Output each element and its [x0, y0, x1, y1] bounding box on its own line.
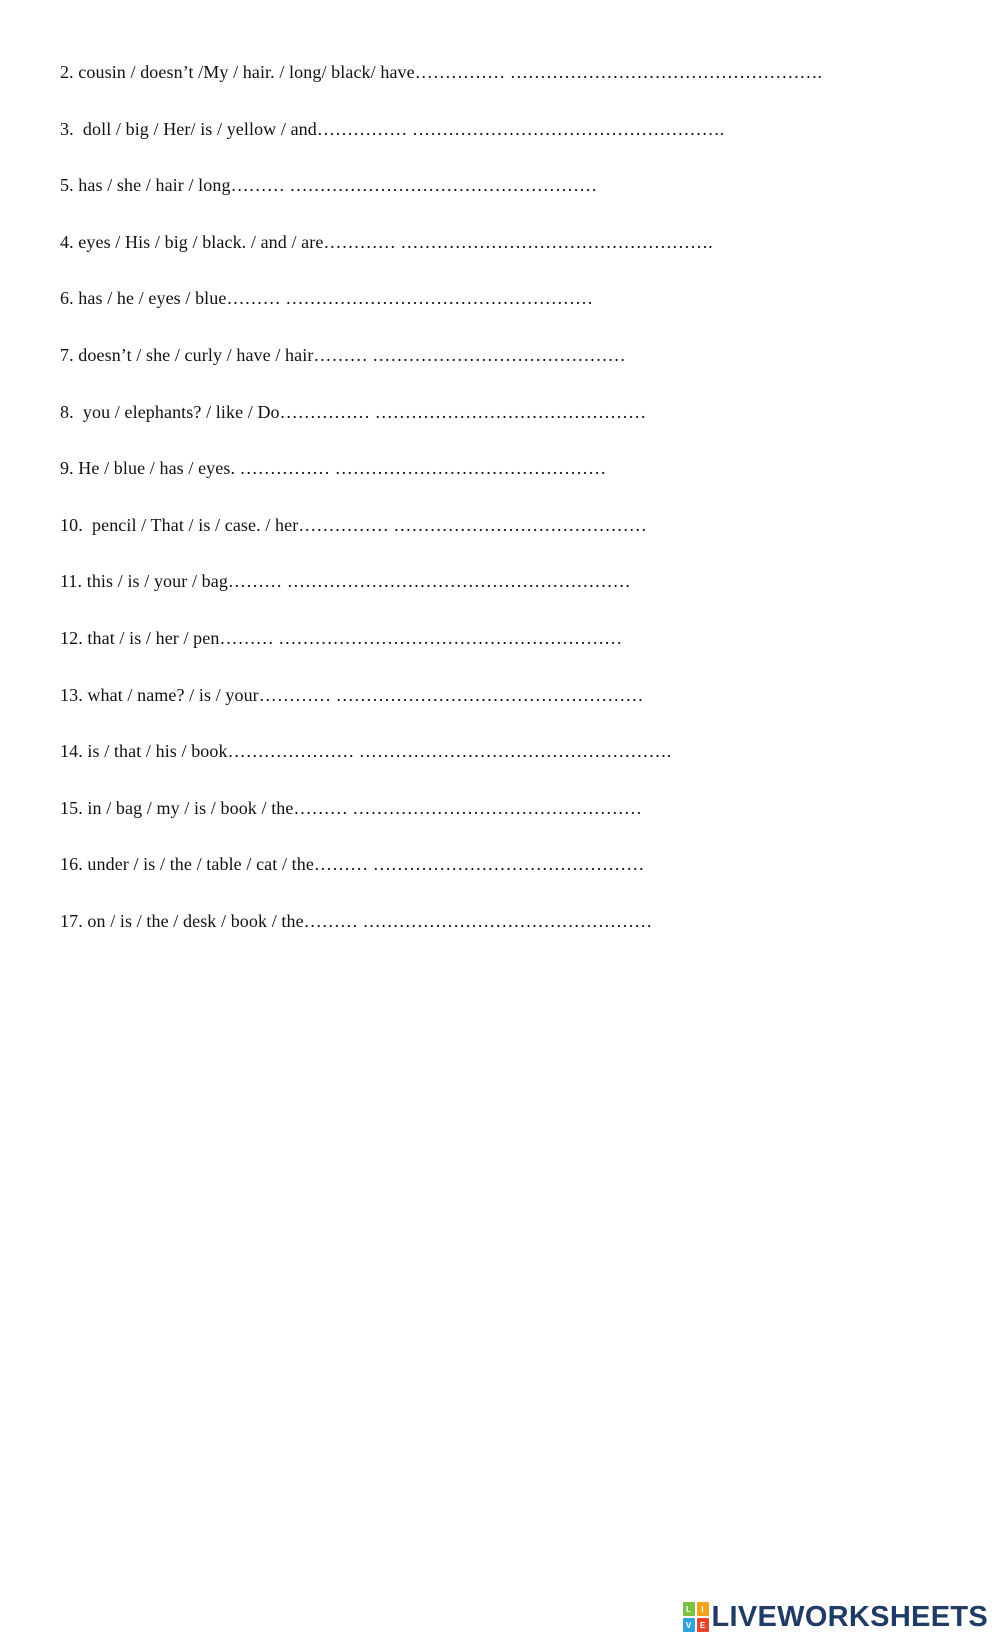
exercise-item-17: 17. on / is / the / desk / book / the……… …………………………………………	[60, 910, 653, 931]
worksheet-body	[60, 52, 960, 958]
exercise-item-10: 10. pencil / That / is / case. / her…………… ……………………………………	[60, 514, 647, 535]
exercise-item-4: 4. eyes / His / big / black. / and / are………… …………………………………………….	[60, 231, 713, 252]
exercise-item-14: 14. is / that / his / book………………… …………………………………………….	[60, 741, 672, 762]
exercise-item-11: 11. this / is / your / bag……… …………………………………………………	[60, 571, 631, 592]
exercise-item-12: 12. that / is / her / pen……… …………………………………………………	[60, 627, 623, 648]
logo-mark-letter: I	[697, 1602, 709, 1616]
logo-mark-letter: E	[697, 1618, 709, 1632]
exercise-item-2: 2. cousin / doesn’t /My / hair. / long/ black/ have…………… …………………………………………….	[60, 62, 823, 82]
logo-mark-icon	[683, 1602, 709, 1632]
exercise-item-6: 6. has / he / eyes / blue……… ……………………………………………	[60, 288, 594, 309]
exercise-item-3: 3. doll / big / Her/ is / yellow / and…………… …………………………………………….	[60, 118, 725, 139]
exercise-item-7: 7. doesn’t / she / curly / have / hair……… ……………………………………	[60, 344, 626, 365]
exercise-item-5: 5. has / she / hair / long……… ……………………………………………	[60, 175, 598, 196]
exercise-item-15: 15. in / bag / my / is / book / the……… …………………………………………	[60, 797, 642, 818]
exercise-item-16: 16. under / is / the / table / cat / the……… ………………………………………	[60, 854, 645, 875]
logo-mark-letter: V	[683, 1618, 695, 1632]
logo-mark-letter: L	[683, 1602, 695, 1616]
exercise-item-9: 9. He / blue / has / eyes. …………… ………………………………………	[60, 458, 607, 479]
exercise-item-13: 13. what / name? / is / your………… ……………………………………………	[60, 684, 644, 705]
exercise-item-8: 8. you / elephants? / like / Do…………… ………………………………………	[60, 401, 647, 422]
logo-wordmark: LIVEWORKSHEETS	[711, 1601, 988, 1633]
liveworksheets-logo	[683, 1601, 989, 1633]
